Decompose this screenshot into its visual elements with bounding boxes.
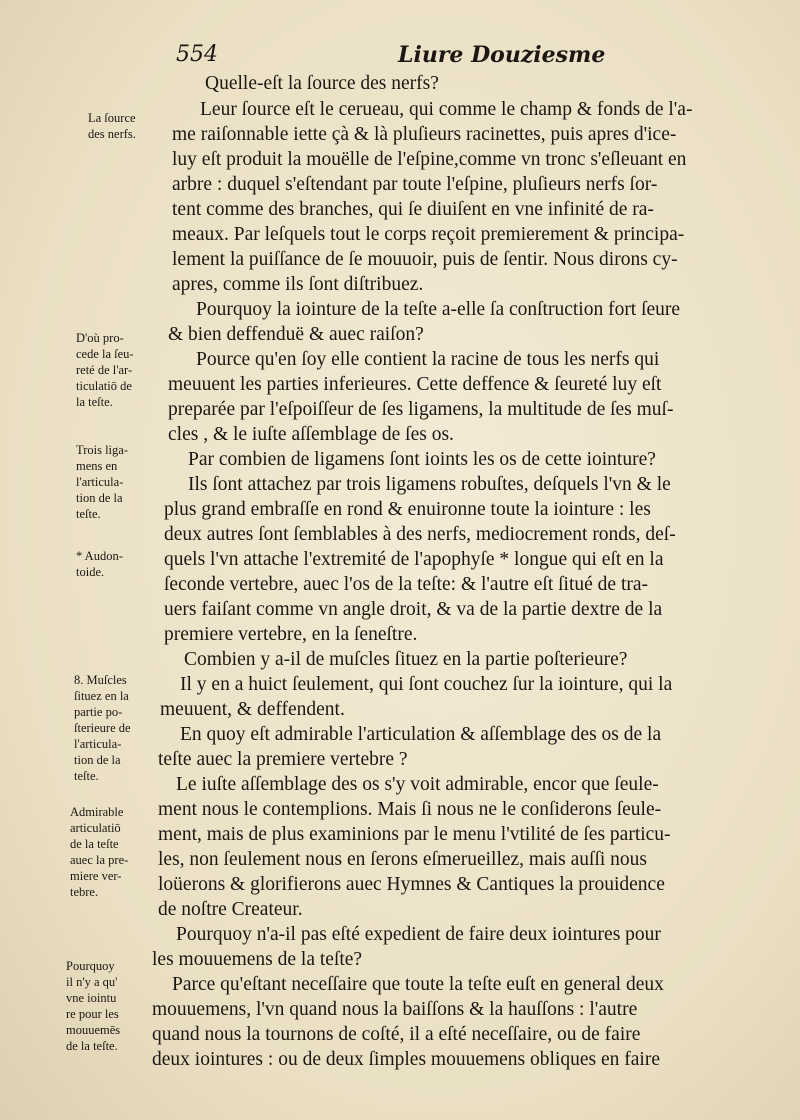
margin-note: D'où pro- cede la ſeu- reté de l'ar- ticulatiō de la teſte. xyxy=(76,331,134,409)
text-line: ment, mais de plus examinions par le menu l'vtilité de ſes particu- xyxy=(158,824,671,845)
text-line: meaux. Par leſquels tout le corps reçoit premierement & principa- xyxy=(172,224,685,245)
text-line: ment nous le contemplions. Mais ſi nous ne le conſiderons ſeule- xyxy=(158,799,662,820)
margin-note: Trois liga- mens en l'articula- tion de la teſte. xyxy=(76,443,128,521)
running-title: Liure Douziesme xyxy=(398,42,606,68)
text-line: luy eſt produit la mouëlle de l'eſpine,comme vn tronc s'eſleuant en xyxy=(172,149,687,170)
text-line: les, non ſeulement nous en ſerons eſmerueillez, mais auſſi nous xyxy=(158,849,648,870)
text-line: preparée par l'eſpoiſſeur de ſes ligamens, la multitude de ſes muſ- xyxy=(168,399,674,420)
text-line: Leur ſource eſt le cerueau, qui comme le champ & fonds de l'a- xyxy=(200,99,693,120)
text-line: quand nous la tournons de coſté, il a eſté neceſſaire, ou de faire xyxy=(152,1024,641,1045)
margin-note: Admirable articulatiō de la teſte auec la pre- miere ver- tebre. xyxy=(70,805,129,899)
margin-note: Pourquoy il n'y a qu' vne iointu re pour les mouuemēs de la teſte. xyxy=(66,959,121,1053)
text-line: Pourquoy la iointure de la teſte a-elle ſa conſtruction fort ſeure xyxy=(196,299,681,320)
margin-note: 8. Muſcles ſituez en la partie po- ſterieure de l'articula- tion de la teſte. xyxy=(74,673,131,783)
text-line: En quoy eſt admirable l'articulation & aſſemblage des os de la xyxy=(180,724,662,745)
text-line: Combien y a-il de muſcles ſituez en la partie poſterieure? xyxy=(184,649,628,670)
text-line: lement la puiſſance de ſe mouuoir, puis de ſentir. Nous dirons cy- xyxy=(172,249,678,270)
text-line: ſeconde vertebre, auec l'os de la teſte: & l'autre eſt ſitué de tra- xyxy=(164,574,649,595)
page-number: 554 xyxy=(176,42,218,67)
text-line: uers faiſant comme vn angle droit, & va de la partie dextre de la xyxy=(164,599,663,620)
margin-note: La ſource des nerfs. xyxy=(88,111,136,141)
text-line: deux iointures : ou de deux ſimples mouuemens obliques en faire xyxy=(152,1049,660,1070)
text-line: premiere vertebre, en la ſeneſtre. xyxy=(164,624,418,645)
margin-note: * Audon- toide. xyxy=(76,549,123,579)
text-line: deux autres ſont ſemblables à des nerfs, mediocrement ronds, deſ- xyxy=(164,524,676,545)
text-line: loüerons & glorifierons auec Hymnes & Cantiques la prouidence xyxy=(158,874,665,895)
text-line: Ils ſont attachez par trois ligamens robuſtes, deſquels l'vn & le xyxy=(188,474,671,495)
text-line: Quelle-eſt la ſource des nerfs? xyxy=(205,73,439,94)
text-line: mouuemens, l'vn quand nous la baiſſons & la hauſſons : l'autre xyxy=(152,999,638,1020)
text-line: teſte auec la premiere vertebre ? xyxy=(158,749,408,770)
text-line: quels l'vn attache l'extremité de l'apophyſe * longue qui eſt en la xyxy=(164,549,664,570)
text-line: me raiſonnable iette çà & là pluſieurs racinettes, puis apres d'ice- xyxy=(172,124,677,145)
text-line: meuuent, & deffendent. xyxy=(160,699,345,720)
text-line: arbre : duquel s'eſtendant par toute l'eſpine, pluſieurs nerfs ſor- xyxy=(172,174,658,195)
text-line: cles , & le iuſte aſſemblage de ſes os. xyxy=(168,424,454,445)
text-line: Pource qu'en ſoy elle contient la racine de tous les nerfs qui xyxy=(196,349,660,370)
text-line: meuuent les parties inferieures. Cette deffence & ſeureté luy eſt xyxy=(168,374,662,395)
text-line: les mouuemens de la teſte? xyxy=(152,949,363,970)
text-line: Le iuſte aſſemblage des os s'y voit admirable, encor que ſeule- xyxy=(176,774,659,795)
text-line: tent comme des branches, qui ſe diuiſent en vne infinité de ra- xyxy=(172,199,654,220)
text-line: Pourquoy n'a-il pas eſté expedient de faire deux iointures pour xyxy=(176,924,661,945)
text-line: Par combien de ligamens ſont ioints les os de cette iointure? xyxy=(188,449,656,470)
text-line: Parce qu'eſtant neceſſaire que toute la teſte euſt en general deux xyxy=(172,974,664,995)
text-line: Il y en a huict ſeulement, qui ſont couchez ſur la iointure, qui la xyxy=(180,674,673,695)
text-line: & bien deffenduë & auec raiſon? xyxy=(168,324,424,345)
text-line: apres, comme ils ſont diſtribuez. xyxy=(172,274,424,295)
text-line: plus grand embraſſe en rond & enuironne toute la iointure : les xyxy=(164,499,651,520)
text-line: de noſtre Createur. xyxy=(158,899,303,920)
